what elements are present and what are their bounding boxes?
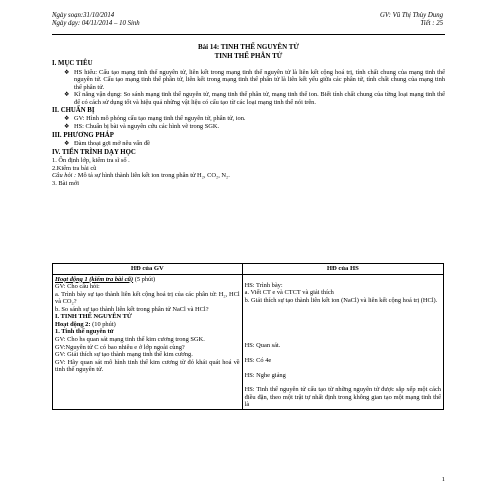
student-activity-cell (242, 275, 443, 410)
lesson-period: Tiết : 25 (420, 20, 443, 28)
section-preparation: II. CHUẨN BỊ (52, 106, 95, 114)
objective-skills: Kĩ năng vận dụng: So sánh mạng tinh thể nguyên tử, mạng tinh thể phân tử, mạng tinh thể ion. Biết tính chất chung của từng loại mạng tinh thể để có cách sử dụng tốt và hiệu quả những vật liệu có cấu tạo từ các loại mạng tinh thể nói trên. (74, 91, 445, 106)
teach-date: Ngày dạy: 04/11/2014 – 10 Sinh (52, 20, 140, 28)
hs-line: b. Giải thích sự tạo thành liên kết ion (NaCl) và liên kết cộng hoá trị (HCl). (244, 296, 438, 304)
spacer (245, 379, 441, 386)
prep-date: Ngày soạn:31/10/2014 (52, 12, 115, 19)
title-line-2: TINH THỂ PHÂN TỬ (214, 51, 283, 60)
hs-line: HS: Quan sát. (244, 342, 281, 350)
objective-knowledge: HS hiểu: Cấu tạo mạng tinh thể nguyên tử, liên kết trong mạng tinh thể nguyên tử là liên kết cộng hoá trị, tính chất chung của mạng tinh thể nguyên tử. Cấu tạo mạng tinh thể phân tử, liên kết trong mạng tinh thể phân tử là liên kết yếu giữa các phân tử, tính chất chung của mạng tinh thể phân tử. (74, 68, 445, 91)
page-number: 1 (441, 476, 445, 483)
bullet (64, 115, 445, 123)
col-student-header: HĐ của HS (242, 264, 443, 275)
section-method: III. PHƯƠNG PHÁP (52, 132, 114, 140)
question-text: Mô tả sự hình thành liên kết ion trong phân tử H₂, CO₂, N₂. (77, 172, 230, 180)
header-left (52, 12, 140, 28)
procedure-step-1: 1. Ổn định lớp, kiểm tra sĩ số . (52, 157, 130, 165)
diamond-bullet-icon: ❖ (64, 69, 70, 76)
hs-line: HS: Nghe giảng (244, 371, 286, 379)
prep-student: HS: Chuẩn bị bài và nguyên cứu các hình vẽ trong SGK. (74, 123, 220, 131)
bullet (64, 140, 445, 148)
bullet (64, 123, 445, 131)
procedure-step-3: 3. Bài mới (52, 179, 79, 187)
gv-line: GV: Giải thích sự tạo thành mạng tinh thể kim cương. (55, 351, 193, 359)
question-label: Câu hỏi : (52, 172, 77, 180)
hs-line: HS: Có 4e (244, 357, 272, 365)
hs-line: HS: Trình bày: (244, 281, 283, 289)
gv-line: GV:Nguyên tử C có bao nhiêu e ở lớp ngoài cùng? (55, 343, 185, 351)
spacer (245, 350, 441, 357)
activity-1-time: (5 phút) (134, 275, 156, 283)
diamond-bullet-icon: ❖ (64, 115, 70, 122)
gv-line: a. Trình bày sự tạo thành liên kết cộng hoá trị của các phân tử: H₂, HCl và CO₂? (55, 290, 240, 306)
activity-2-time: (10 phút) (92, 320, 116, 328)
diamond-bullet-icon: ❖ (64, 141, 70, 148)
gv-line: b. So sánh sự tạo thành liên kết trong phân tử NaCl và HCl? (55, 305, 209, 313)
diamond-bullet-icon: ❖ (64, 124, 70, 131)
subsection-atomic-crystal: 1. Tinh thể nguyên tử (55, 328, 114, 336)
method-text: Đàm thoại gợi mở nêu vấn đề (74, 140, 150, 148)
section-objectives: I. MỤC TIÊU (52, 60, 93, 68)
teacher-name: GV: Vũ Thị Thùy Dung (380, 12, 443, 19)
gv-line: GV: Cho câu hỏi: (55, 283, 100, 291)
hs-line: HS: Tinh thể nguyên tử cấu tạo từ những nguyên tử được sắp xếp một cách điều đặn, theo một trật tự nhất định trong không gian tạo một mạng tinh thể là (244, 386, 441, 409)
prep-teacher: GV: Hình mô phỏng cấu tạo mạng tinh thể nguyên tử, phân tử, ion. (74, 114, 246, 122)
spacer (245, 365, 441, 372)
activity-1-heading (55, 276, 240, 284)
diamond-bullet-icon: ❖ (64, 92, 70, 99)
spacer (245, 304, 441, 342)
activity-2-title: Hoạt động 2: (55, 320, 91, 328)
lesson-body (52, 60, 445, 188)
procedure-step-2: 2.Kiểm tra bài cũ (52, 164, 97, 172)
gv-line: GV: Cho hs quan sát mạng tinh thể kim cương trong SGK. (55, 336, 205, 344)
activity-2-heading (55, 321, 240, 329)
activity-1-title: Hoạt động 1 (kiểm tra bài cũ) (55, 275, 134, 283)
review-question (52, 172, 445, 180)
lesson-title (52, 43, 445, 61)
teacher-activity-cell (53, 275, 243, 410)
table-header-row (53, 264, 444, 275)
bullet (64, 91, 445, 106)
section-procedure: IV. TIẾN TRÌNH DẠY HỌC (52, 149, 136, 157)
hs-line: a. Viết CT e và CTCT và giải thích (244, 289, 334, 297)
gv-line: GV: Hãy quan sát mô hình tinh thể kim cương từ đó khái quát hoá về tinh thể nguyên tử. (55, 358, 240, 374)
section-atomic-crystal: I. TINH THỂ NGUYÊN TỬ (55, 313, 133, 321)
title-line-1: Bài 14: TINH THỂ NGUYÊN TỬ (197, 43, 300, 51)
col-teacher-header: HĐ của GV (53, 264, 243, 275)
table-row (53, 275, 444, 410)
header-rule (52, 34, 445, 35)
bullet (64, 69, 445, 92)
activity-table (52, 263, 444, 410)
header-right (380, 12, 443, 28)
